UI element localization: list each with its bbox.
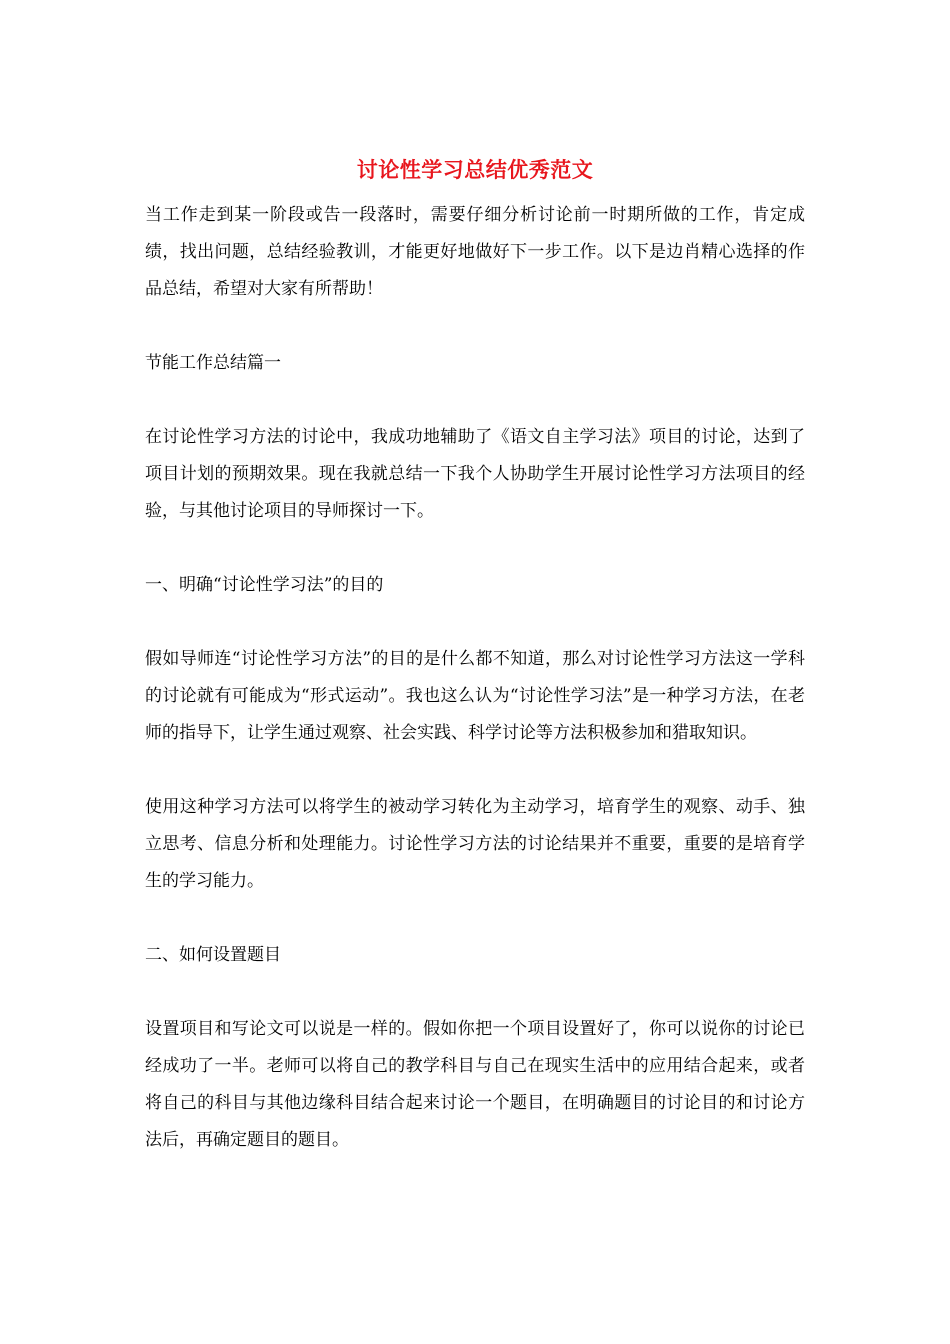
section-heading-2: 一、明确“讨论性学习法”的目的 xyxy=(145,575,384,595)
body-paragraph: 假如导师连“讨论性学习方法”的目的是什么都不知道，那么对讨论性学习方法这一学科的讨论就有可能成为“形式运动”。我也这么认为“讨论性学习法”是一种学习方法，在老师的指导下，让学生通过观察、社会实践、科学讨论等方法积极参加和猎取知识。 xyxy=(145,649,805,743)
section-heading-3: 二、如何设置题目 xyxy=(145,945,281,965)
body-paragraph: 在讨论性学习方法的讨论中，我成功地辅助了《语文自主学习法》项目的讨论，达到了项目计划的预期效果。现在我就总结一下我个人协助学生开展讨论性学习方法项目的经验，与其他讨论项目的导师探讨一下。 xyxy=(145,427,805,521)
intro-paragraph: 当工作走到某一阶段或告一段落时，需要仔细分析讨论前一时期所做的工作，肯定成绩，找出问题，总结经验教训，才能更好地做好下一步工作。以下是边肖精心选择的作品总结，希望对大家有所帮助！ xyxy=(145,205,805,299)
document-page xyxy=(145,153,805,1159)
document-title: 讨论性学习总结优秀范文 xyxy=(356,157,594,182)
body-paragraph: 设置项目和写论文可以说是一样的。假如你把一个项目设置好了，你可以说你的讨论已经成功了一半。老师可以将自己的教学科目与自己在现实生活中的应用结合起来，或者将自己的科目与其他边缘科目结合起来讨论一个题目，在明确题目的讨论目的和讨论方法后，再确定题目的题目。 xyxy=(145,1019,805,1150)
section-heading-1: 节能工作总结篇一 xyxy=(145,353,281,373)
body-paragraph: 使用这种学习方法可以将学生的被动学习转化为主动学习，培育学生的观察、动手、独立思考、信息分析和处理能力。讨论性学习方法的讨论结果并不重要，重要的是培育学生的学习能力。 xyxy=(145,797,805,891)
